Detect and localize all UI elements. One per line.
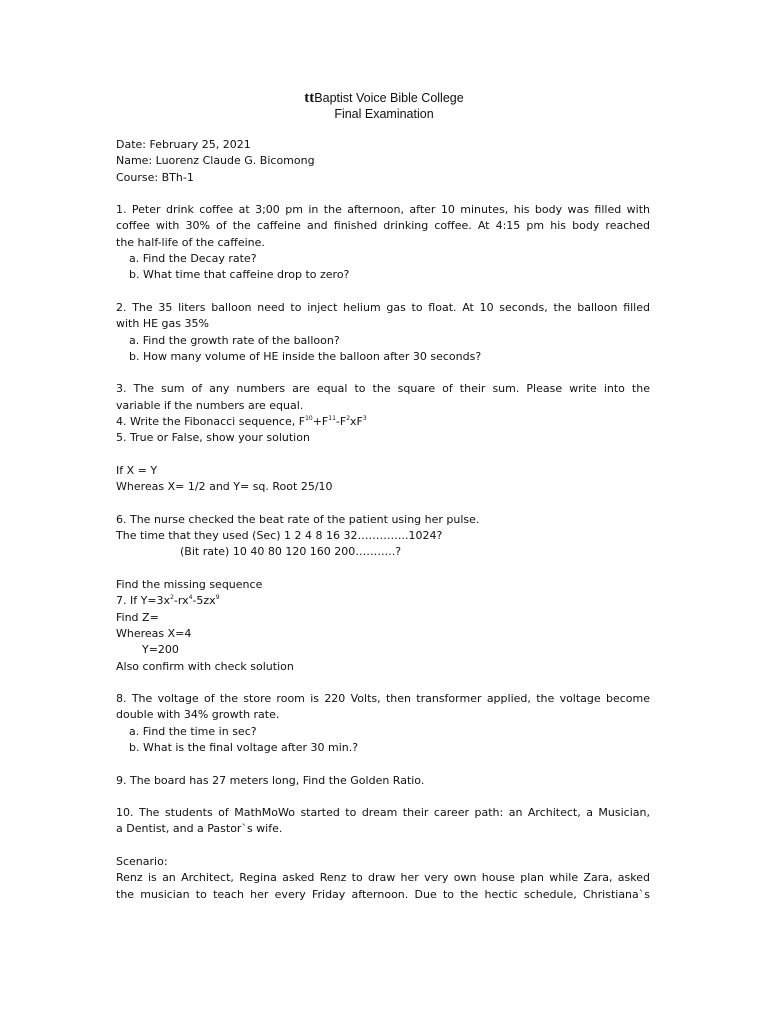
question-2-part-b: b. How many volume of HE inside the balloon after 30 seconds? [129,349,482,363]
question-6-line-2: The time that they used (Sec) 1 2 4 8 16 32…………..1024? [116,529,443,543]
question-2-line-2: with HE gas 35% [116,317,209,331]
question-7-y: Y=200 [142,643,179,657]
question-7-whereas: Whereas X=4 [116,626,192,640]
college-logo: tt [304,90,315,106]
question-1-part-a: a. Find the Decay rate? [129,252,257,266]
question-3-line-1: 3. The sum of any numbers are equal to the square of their sum. Please write into the [116,382,650,396]
date-line: Date: February 25, 2021 [116,138,251,151]
exam-body [116,137,650,903]
question-10-line-2: a Dentist, and a Pastor`s wife. [116,822,283,836]
scenario-label: Scenario: [116,855,168,869]
question-2-part-a: a. Find the growth rate of the balloon? [129,333,340,347]
question-5-line-1: 5. True or False, show your solution [116,431,310,445]
course-line: Course: BTh-1 [116,170,194,184]
question-6-line-4: Find the missing sequence [116,578,263,592]
question-5-line-2: If X = Y [116,463,158,477]
question-10-line-1: 10. The students of MathMoWo started to dream their career path: an Architect, a Musician, [116,806,650,820]
question-3-line-2: variable if the numbers are equal. [116,398,304,412]
name-line: Name: Luorenz Claude G. Bicomong [116,154,315,168]
exam-title: Final Examination [334,107,434,121]
question-1-line-1: 1. Peter drink coffee at 3;00 pm in the afternoon, after 10 minutes, his body was filled with [116,203,650,217]
college-header [0,90,768,107]
question-8-part-b: b. What is the final voltage after 30 min.? [129,740,359,754]
scenario-line-2: the musician to teach her every Friday afternoon. Due to the hectic schedule, Christiana`s [116,887,650,901]
question-6-line-3: (Bit rate) 10 40 80 120 160 200………..? [180,545,402,559]
question-1-part-b: b. What time that caffeine drop to zero? [129,268,350,282]
question-8-part-a: a. Find the time in sec? [129,724,257,738]
question-6-line-1: 6. The nurse checked the beat rate of the patient using her pulse. [116,512,480,526]
question-4: 4. Write the Fibonacci sequence, $F^{10}+F^{11}-F^2xF^3$ [116,415,367,429]
question-7-find: Find Z= [116,610,159,624]
question-1-line-2: coffee with 30% of the caffeine and finished drinking coffee. At 4:15 pm his body reached [116,219,650,233]
question-5-line-3: Whereas X= 1/2 and Y= sq. Root 25/10 [116,480,333,494]
college-name: Baptist Voice Bible College [314,91,464,105]
question-8-line-2: double with 34% growth rate. [116,708,280,722]
scenario-line-1: Renz is an Architect, Regina asked Renz to draw her very own house plan while Zara, asked [116,871,650,885]
question-7-confirm: Also confirm with check solution [116,659,294,673]
question-7: 7. If $Y=3x^2-rx^4-5zx^9$ [116,594,220,608]
question-8-line-1: 8. The voltage of the store room is 220 Volts, then transformer applied, the voltage become [116,692,650,706]
question-1-line-3: the half-life of the caffeine. [116,235,265,249]
question-2-line-1: 2. The 35 liters balloon need to inject helium gas to float. At 10 seconds, the balloon filled [116,300,650,314]
question-9: 9. The board has 27 meters long, Find the Golden Ratio. [116,773,425,787]
